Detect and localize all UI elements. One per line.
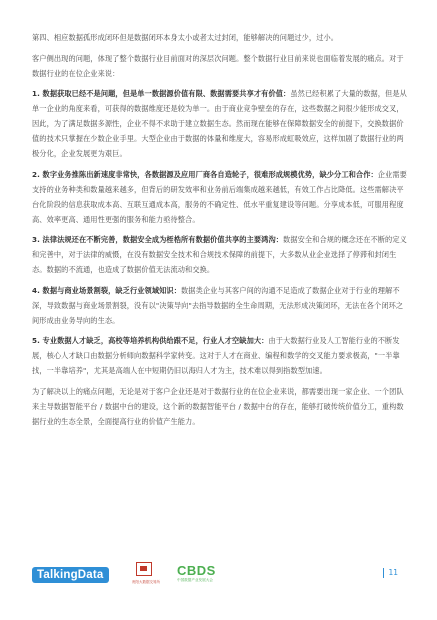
paragraph-8: 为了解决以上的痛点问题，无论是对于客户企业还是对于数据行业的在位企业来说，都需要出现一家企业、一个团队来主导数据智能平台 / 数据中台的建设，这个新的数据智能平台 / 数据中台的存在，能够打破传统价值分工，重构数据行业的生态全景，全面提高行业的价值产生能力。 <box>32 386 404 426</box>
paragraph-1: 第四、相应数据孤形成闭环但是数据闭环本身太小或者太过封闭，能够解决的问题过少，过小。 <box>32 33 339 42</box>
paragraph-2: 客户侧出现的问题，体现了整个数据行业目前面对的深层次问题。整个数据行业目前来说也面临着发展的痛点。对于数据行业的在位企业来说： <box>32 53 404 78</box>
paragraph-3: 1. 数据获取已经不是问题，但是单一数据源价值有限、数据需要共享才有价值：虽然已经积累了大量的数据，但是从单一企业的角度来看，可获得的数据维度还是较为单一。由于商业竞争壁垒的存在，这些数据之间很少能形成交叉，因此，为了满足数据多源性，企业不得不求助于建立数据生态。然而现在能够在保障数据安全的前提下，交换数据价值的技术只掌握在少数企业手里。大型企业由于数据的体量和维度大，容易形成虹吸效应，这样加剧了数据行业的两极分化，企业发展更为艰巨。 <box>32 89 407 158</box>
cbds-logo: CBDS 中国数据产业发展大会 <box>177 563 216 582</box>
paragraph-7: 5. 专业数据人才缺乏，高校等培养机构供给跟不足，行业人才空缺加大：由于大数据行业及人工智能行业的不断发展，核心人才缺口由数据分析师向数据科学家转变。这对于人才在商业、编程和数学的交叉能力要求极高，"一半靠找，一半靠培养"，尤其是高端人在中短期仍旧以海归人才为主，技术难以得到指数型加速。 <box>32 336 400 375</box>
body-text <box>32 30 410 434</box>
page-footer <box>32 560 410 590</box>
paragraph-6: 4. 数据与商业场景割裂，缺乏行业领域知识：数据类企业与其客户间的沟通不足造成了数据企业对于行业的理解不深，导致数据与商业场景割裂，没有以"决策导向"去指导数据的全生命周期，无法形成决策闭环，无法在各个闭环之间形成由业务导向的生态。 <box>32 285 404 325</box>
exchange-logo: 贵阳大数据交易所 <box>132 562 156 588</box>
paragraph-4: 2. 数字业务推陈出新速度非常快，各数据源及应用厂商各自造轮子，很难形成规模优势，缺少分工和合作：企业需要支持的业务种类和数量越来越多，但背后的研发效率和业务前后端集成越来越低，有效工作占比降低。这些需解决平台化阶段的信息获取成本高、互联互通成本高，服务的不确定性、低水平重复建设等问题。分享成本低，可服用程度高、效率更高、通用性更强的服务和能力亟待整合。 <box>32 169 407 224</box>
talkingdata-logo: TalkingData <box>32 567 109 583</box>
paragraph-5: 3. 法律法规还在不断完善，数据安全成为桎梏所有数据价值共享的主要鸿沟：数据安全和合规的概念还在不断的定义和完善中，对于法律的威慑，在没有数据安全技术和合规技术保障的前提下，大多数从业企业选择了停滞和封闭生态。数据的不流通，也造成了数据价值无法流动和交换。 <box>32 235 407 274</box>
page-number: 11 <box>383 568 398 578</box>
seal-icon <box>136 562 152 576</box>
